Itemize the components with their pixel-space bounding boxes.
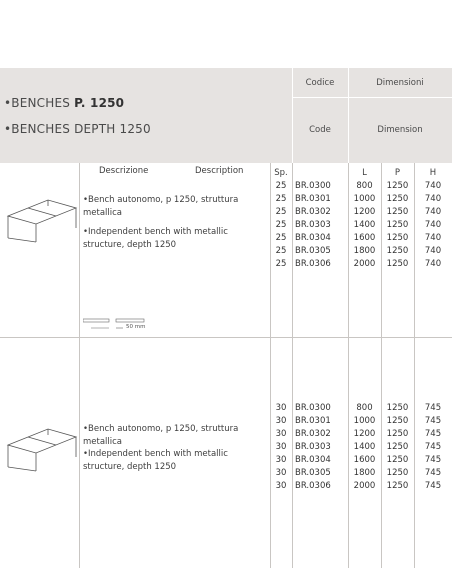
codice-label: Codice <box>305 78 335 88</box>
cell-h: 745 <box>424 468 442 478</box>
cell-h: 740 <box>424 181 442 191</box>
cell-p: 1250 <box>386 429 409 439</box>
cell-sp: 25 <box>275 181 287 191</box>
cell-sp: 30 <box>275 468 287 478</box>
cell-p: 1250 <box>386 259 409 269</box>
cell-p: 1250 <box>386 455 409 465</box>
descrizione-header: Descrizione <box>99 166 149 176</box>
header-divider <box>292 97 452 98</box>
section-1-desc-en: •Independent bench with metallic structure, depth 1250 <box>83 227 228 250</box>
cell-sp: 30 <box>275 403 287 413</box>
description-header: Description <box>195 166 244 176</box>
dimensioni-label: Dimensioni <box>376 78 424 88</box>
cell-code: BR.0302 <box>295 429 331 439</box>
cell-l: 1000 <box>353 194 376 204</box>
cell-l: 2000 <box>353 481 376 491</box>
cell-h: 740 <box>424 259 442 269</box>
cell-l: 800 <box>356 181 373 191</box>
cell-sp: 30 <box>275 442 287 452</box>
cell-code: BR.0302 <box>295 207 331 217</box>
cell-code: BR.0304 <box>295 233 331 243</box>
section-2-desc-it: •Bench autonomo, p 1250, struttura metallica <box>83 424 239 447</box>
scale-label: 50 mm <box>126 324 146 330</box>
cell-p: 1250 <box>386 220 409 230</box>
cell-p: 1250 <box>386 403 409 413</box>
cell-l: 800 <box>356 403 373 413</box>
cell-p: 1250 <box>386 416 409 426</box>
cell-h: 745 <box>424 455 442 465</box>
cell-sp: 25 <box>275 207 287 217</box>
cell-h: 745 <box>424 416 442 426</box>
sp-header: Sp. <box>274 168 288 178</box>
cell-code: BR.0306 <box>295 481 331 491</box>
cell-p: 1250 <box>386 181 409 191</box>
cell-sp: 30 <box>275 429 287 439</box>
cell-p: 1250 <box>386 194 409 204</box>
cell-p: 1250 <box>386 233 409 243</box>
title-english: •BENCHES DEPTH 1250 <box>4 122 151 136</box>
cell-h: 740 <box>424 207 442 217</box>
cell-h: 740 <box>424 233 442 243</box>
cell-code: BR.0303 <box>295 442 331 452</box>
cell-l: 1600 <box>353 233 376 243</box>
cell-p: 1250 <box>386 442 409 452</box>
cell-l: 1200 <box>353 207 376 217</box>
cell-p: 1250 <box>386 246 409 256</box>
l-header: L <box>362 168 367 178</box>
section-1-desc-it: •Bench autonomo, p 1250, struttura metallica <box>83 195 239 218</box>
cell-code: BR.0300 <box>295 403 331 413</box>
cell-sp: 25 <box>275 259 287 269</box>
cell-sp: 25 <box>275 233 287 243</box>
cell-h: 740 <box>424 246 442 256</box>
cell-h: 745 <box>424 429 442 439</box>
cell-h: 745 <box>424 403 442 413</box>
cell-p: 1250 <box>386 468 409 478</box>
cell-h: 740 <box>424 194 442 204</box>
code-label: Code <box>309 125 331 135</box>
title-italian: •BENCHES P. 1250 <box>4 96 125 110</box>
cell-sp: 30 <box>275 481 287 491</box>
cell-l: 1400 <box>353 442 376 452</box>
p-header: P <box>394 168 401 178</box>
cell-code: BR.0305 <box>295 246 331 256</box>
cell-p: 1250 <box>386 207 409 217</box>
cell-sp: 30 <box>275 455 287 465</box>
cell-l: 1600 <box>353 455 376 465</box>
cell-l: 1000 <box>353 416 376 426</box>
cell-h: 745 <box>424 481 442 491</box>
section-2-desc-en: •Independent bench with metallic structure, depth 1250 <box>83 449 228 472</box>
cell-l: 1200 <box>353 429 376 439</box>
cell-sp: 25 <box>275 220 287 230</box>
cell-code: BR.0303 <box>295 220 331 230</box>
cell-code: BR.0305 <box>295 468 331 478</box>
cell-p: 1250 <box>386 481 409 491</box>
cell-code: BR.0301 <box>295 416 331 426</box>
cell-l: 1800 <box>353 246 376 256</box>
bench-drawing <box>4 196 78 244</box>
cell-code: BR.0306 <box>295 259 331 269</box>
bench-drawing <box>4 425 78 473</box>
cell-l: 1800 <box>353 468 376 478</box>
cell-code: BR.0304 <box>295 455 331 465</box>
cell-sp: 25 <box>275 194 287 204</box>
cell-l: 1400 <box>353 220 376 230</box>
cell-sp: 30 <box>275 416 287 426</box>
cell-code: BR.0301 <box>295 194 331 204</box>
cell-h: 740 <box>424 220 442 230</box>
cell-code: BR.0300 <box>295 181 331 191</box>
h-header: H <box>429 168 437 178</box>
cell-sp: 25 <box>275 246 287 256</box>
cell-l: 2000 <box>353 259 376 269</box>
dimension-label: Dimension <box>377 125 423 135</box>
cell-h: 745 <box>424 442 442 452</box>
